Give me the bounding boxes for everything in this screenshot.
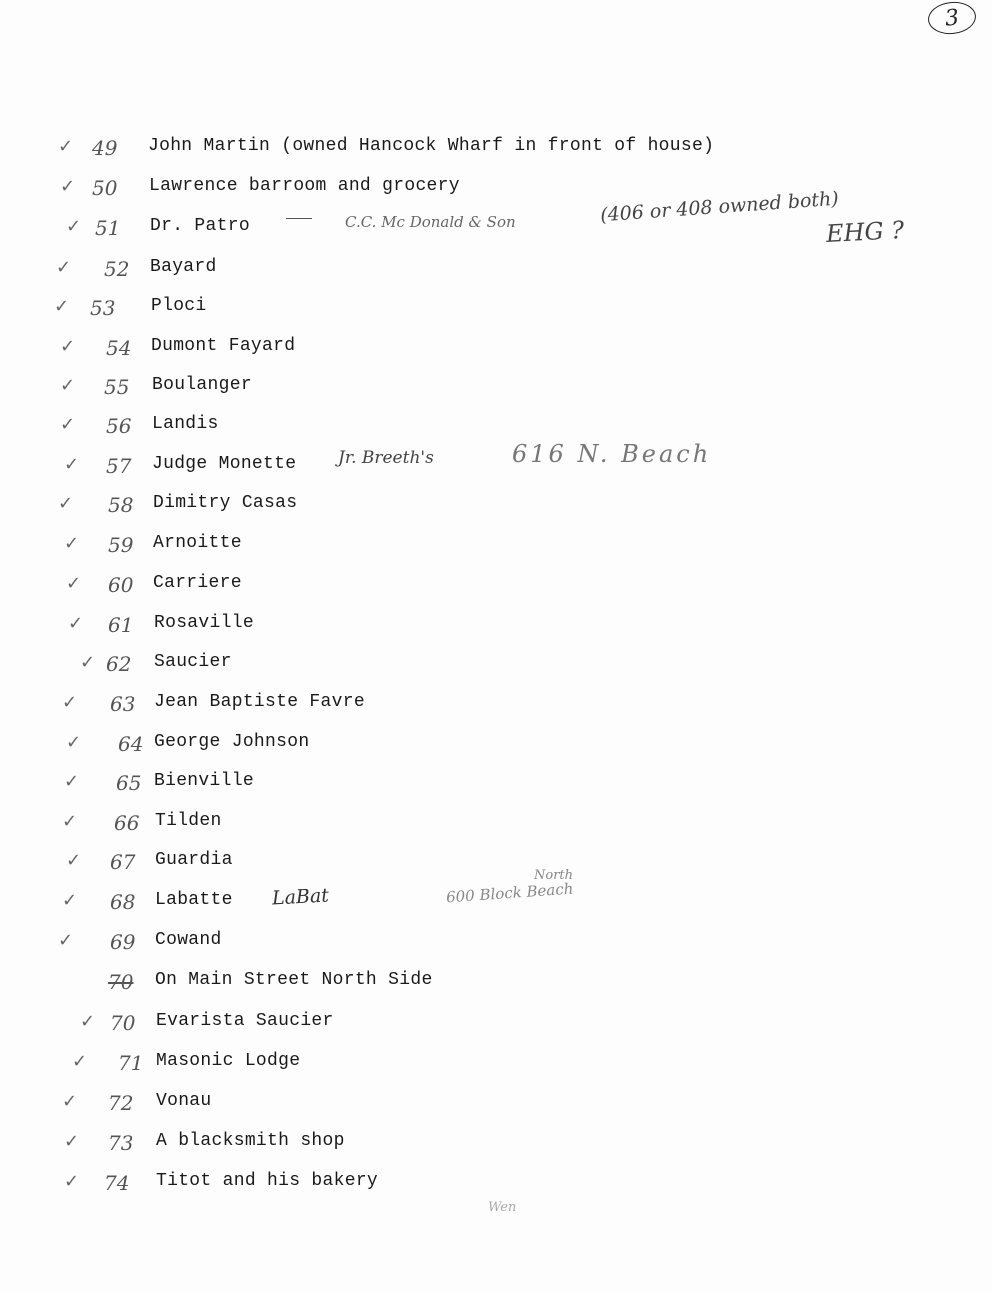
entry-number: 50	[92, 176, 118, 200]
checkmark-icon: ✓	[66, 850, 82, 871]
entry-text: Masonic Lodge	[156, 1051, 301, 1071]
entry-text: Arnoitte	[153, 533, 242, 553]
checkmark-icon: ✓	[80, 1011, 96, 1032]
entry-number: 52	[104, 257, 130, 281]
checkmark-icon: ✓	[66, 573, 82, 594]
checkmark-icon: ✓	[60, 375, 76, 396]
checkmark-icon: ✓	[58, 930, 74, 951]
entry-text: Bienville	[154, 771, 254, 791]
checkmark-icon: ✓	[60, 414, 76, 435]
entry-text: Vonau	[156, 1091, 212, 1111]
checkmark-icon: ✓	[80, 652, 96, 673]
patro-ownership-note: (406 or 408 owned both)	[599, 187, 840, 227]
entry-text: On Main Street North Side	[155, 970, 433, 990]
list-item	[0, 176, 992, 202]
checkmark-icon: ✓	[66, 732, 82, 753]
entry-text: Dimitry Casas	[153, 493, 298, 513]
list-item	[0, 1011, 992, 1037]
list-item	[0, 493, 992, 519]
list-item	[0, 257, 992, 283]
list-item	[0, 850, 992, 876]
list-item	[0, 771, 992, 797]
entry-number: 70	[108, 970, 134, 994]
entry-number: 68	[110, 890, 136, 914]
checkmark-icon: ✓	[60, 176, 76, 197]
entry-number: 53	[90, 296, 116, 320]
entry-number: 62	[106, 652, 132, 676]
list-item	[0, 652, 992, 678]
list-item	[0, 296, 992, 322]
entry-text: Dumont Fayard	[151, 336, 296, 356]
list-item	[0, 732, 992, 758]
labatte-north-note: North	[534, 868, 574, 883]
checkmark-icon: ✓	[62, 890, 78, 911]
checkmark-icon: ✓	[62, 692, 78, 713]
checkmark-icon: ✓	[64, 1131, 80, 1152]
entry-text: Labatte	[155, 890, 233, 910]
entry-text: Guardia	[155, 850, 233, 870]
entry-number: 59	[108, 533, 134, 557]
list-item	[0, 136, 992, 162]
entry-number: 54	[106, 336, 132, 360]
entry-number: 71	[118, 1051, 144, 1075]
list-item	[0, 1051, 992, 1077]
entry-text: Dr. Patro	[150, 216, 250, 236]
list-item	[0, 692, 992, 718]
checkmark-icon: ✓	[54, 296, 70, 317]
checkmark-icon: ✓	[58, 136, 74, 157]
monette-address: 616 N. Beach	[512, 440, 712, 468]
entry-number: 67	[110, 850, 136, 874]
labatte-annotation: LaBat	[271, 884, 330, 910]
entry-number: 56	[106, 414, 132, 438]
entry-text: Ploci	[151, 296, 207, 316]
list-item	[0, 573, 992, 599]
entry-text: Judge Monette	[152, 454, 297, 474]
entry-number: 65	[116, 771, 142, 795]
list-item	[0, 454, 992, 480]
entry-text: Tilden	[155, 811, 222, 831]
list-item	[0, 533, 992, 559]
list-item	[0, 613, 992, 639]
entry-text: John Martin (owned Hancock Wharf in front of house)	[148, 136, 715, 156]
entry-text: Carriere	[153, 573, 242, 593]
patro-dash	[286, 218, 312, 219]
entry-text: Boulanger	[152, 375, 252, 395]
entry-number: 70	[110, 1011, 136, 1035]
checkmark-icon: ✓	[68, 613, 84, 634]
entry-text: Jean Baptiste Favre	[154, 692, 365, 712]
bottom-annotation: Wen	[488, 1200, 517, 1215]
entry-number: 61	[108, 613, 134, 637]
list-item	[0, 930, 992, 956]
entry-number: 63	[110, 692, 136, 716]
checkmark-icon: ✓	[64, 454, 80, 475]
entry-number: 49	[92, 136, 118, 160]
entry-number: 73	[108, 1131, 134, 1155]
entry-number: 51	[95, 216, 121, 240]
list-item	[0, 336, 992, 362]
entry-text: Cowand	[155, 930, 222, 950]
checkmark-icon: ✓	[56, 257, 72, 278]
checkmark-icon: ✓	[72, 1051, 88, 1072]
checkmark-icon: ✓	[66, 216, 82, 237]
list-item	[0, 970, 992, 996]
list-item	[0, 414, 992, 440]
entry-text: Saucier	[154, 652, 232, 672]
list-item	[0, 1131, 992, 1157]
entry-text: Evarista Saucier	[156, 1011, 334, 1031]
entry-text: Titot and his bakery	[156, 1171, 379, 1191]
entry-text: Rosaville	[154, 613, 254, 633]
entry-number: 72	[108, 1091, 134, 1115]
entry-text: George Johnson	[154, 732, 310, 752]
checkmark-icon: ✓	[64, 1171, 80, 1192]
entry-text: Landis	[152, 414, 219, 434]
entry-text: Bayard	[150, 257, 217, 277]
checkmark-icon: ✓	[60, 336, 76, 357]
patro-annotation: C.C. Mc Donald & Son	[345, 213, 516, 231]
patro-initials: EHG ?	[825, 215, 905, 249]
entry-number: 64	[118, 732, 144, 756]
entry-text: Lawrence barroom and grocery	[149, 176, 460, 196]
checkmark-icon: ✓	[58, 493, 74, 514]
entry-number: 66	[114, 811, 140, 835]
entry-number: 69	[110, 930, 136, 954]
entry-number: 55	[104, 375, 130, 399]
list-item	[0, 811, 992, 837]
checkmark-icon: ✓	[64, 771, 80, 792]
entry-number: 60	[108, 573, 134, 597]
checkmark-icon: ✓	[62, 811, 78, 832]
entry-number: 74	[104, 1171, 130, 1195]
entry-number: 57	[106, 454, 132, 478]
page-number: 3	[926, 0, 977, 36]
list-item	[0, 1171, 992, 1197]
monette-annotation: Jr. Breeth's	[338, 448, 434, 468]
entry-text: A blacksmith shop	[156, 1131, 345, 1151]
list-item	[0, 1091, 992, 1117]
list-item	[0, 375, 992, 401]
entry-number: 58	[108, 493, 134, 517]
checkmark-icon: ✓	[64, 533, 80, 554]
labatte-address: 600 Block Beach	[445, 879, 574, 907]
checkmark-icon: ✓	[62, 1091, 78, 1112]
